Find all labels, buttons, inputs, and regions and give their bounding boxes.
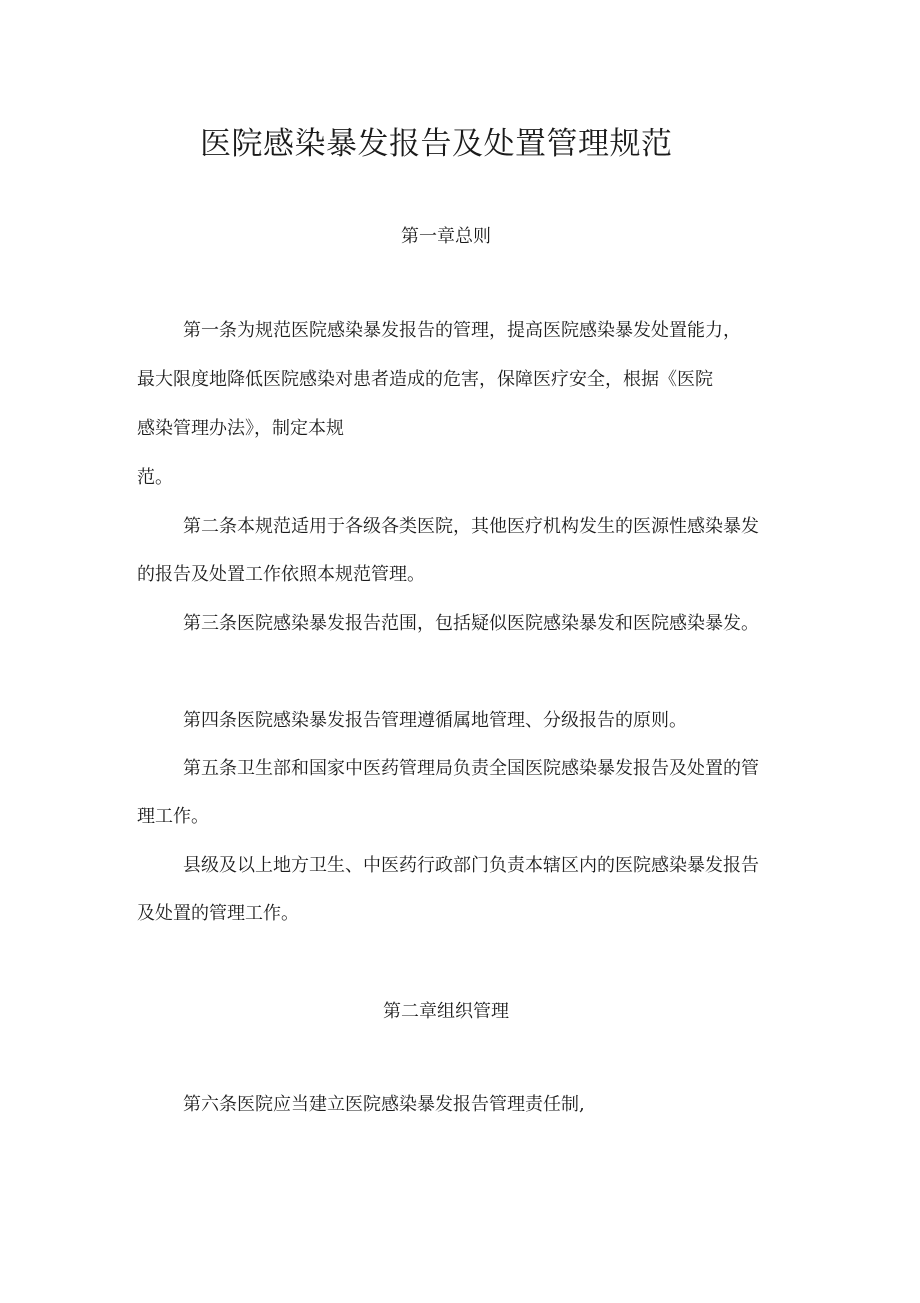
article-6: 第六条医院应当建立医院感染暴发报告管理责任制, — [183, 1094, 585, 1115]
article-5-continued: 县级及以上地方卫生、中医药行政部门负责本辖区内的医院感染暴发报告及处置的管理工作。 — [137, 855, 759, 924]
article-1-line-4: 范。 — [137, 467, 173, 488]
document-title: 医院感染暴发报告及处置管理规范 — [200, 126, 673, 162]
article-4: 第四条医院感染暴发报告管理遵循属地管理、分级报告的原则。 — [183, 710, 687, 731]
chapter-heading-1: 第一章总则 — [401, 226, 491, 247]
chapter-heading-2: 第二章组织管理 — [383, 1001, 509, 1022]
article-1-line-2: 最大限度地降低医院感染对患者造成的危害，保障医疗安全，根据《医院 — [137, 369, 713, 390]
article-5: 第五条卫生部和国家中医药管理局负责全国医院感染暴发报告及处置的管理工作。 — [137, 758, 759, 827]
article-2: 第二条本规范适用于各级各类医院，其他医疗机构发生的医源性感染暴发的报告及处置工作依照本规范管理。 — [137, 516, 759, 585]
article-3: 第三条医院感染暴发报告范围，包括疑似医院感染暴发和医院感染暴发。 — [183, 613, 759, 634]
article-1-line-3: 感染管理办法》，制定本规 — [137, 418, 344, 439]
article-1-line-1: 第一条为规范医院感染暴发报告的管理，提高医院感染暴发处置能力， — [183, 320, 741, 341]
